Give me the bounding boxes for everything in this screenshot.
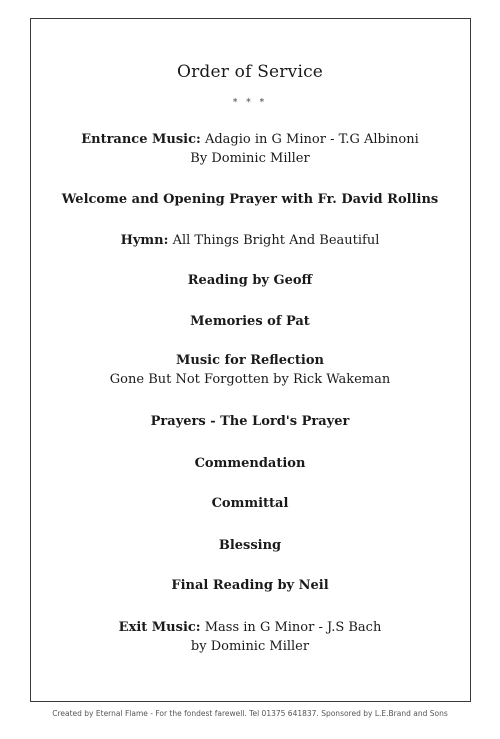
commendation-item [0, 454, 500, 473]
hymn-text: All Things Bright And Beautiful [168, 233, 380, 248]
page-title: Order of Service [176, 62, 324, 82]
memories-label: Memories of Pat [190, 314, 310, 329]
exit-music-text: Mass in G Minor - J.S Bach [200, 620, 382, 635]
blessing-label: Blessing [218, 538, 282, 553]
reading-item [0, 271, 500, 290]
committal-label: Committal [211, 496, 289, 511]
reading-label: Reading by Geoff [187, 273, 313, 288]
final-reading-label: Final Reading by Neil [171, 578, 329, 593]
reflection-item [0, 351, 500, 389]
welcome-item [0, 190, 500, 209]
exit-music-performer: by Dominic Miller [190, 639, 310, 654]
prayers-label: Prayers - The Lord's Prayer [150, 414, 350, 429]
entrance-music-text: Adagio in G Minor - T.G Albinoni [200, 132, 419, 147]
reflection-piece: Gone But Not Forgotten by Rick Wakeman [109, 372, 391, 387]
prayers-item [0, 412, 500, 431]
blessing-item [0, 536, 500, 555]
exit-music-label: Exit Music: [118, 620, 201, 635]
exit-music-item [0, 618, 500, 656]
reflection-label: Music for Reflection [176, 353, 324, 368]
entrance-music-performer: By Dominic Miller [190, 151, 310, 166]
commendation-label: Commendation [194, 456, 306, 471]
entrance-music-item [0, 130, 500, 168]
welcome-label: Welcome and Opening Prayer with Fr. David Rollins [61, 192, 439, 207]
footer-credit: Created by Eternal Flame - For the fondest farewell. Tel 01375 641837. Sponsored by L.E.Brand and Sons [52, 709, 448, 718]
committal-item [0, 494, 500, 513]
hymn-label: Hymn: [120, 233, 169, 248]
hymn-item [0, 231, 500, 250]
final-reading-item [0, 576, 500, 595]
title-separator: * * * [232, 98, 268, 108]
memories-item [0, 312, 500, 331]
entrance-music-label: Entrance Music: [81, 132, 201, 147]
